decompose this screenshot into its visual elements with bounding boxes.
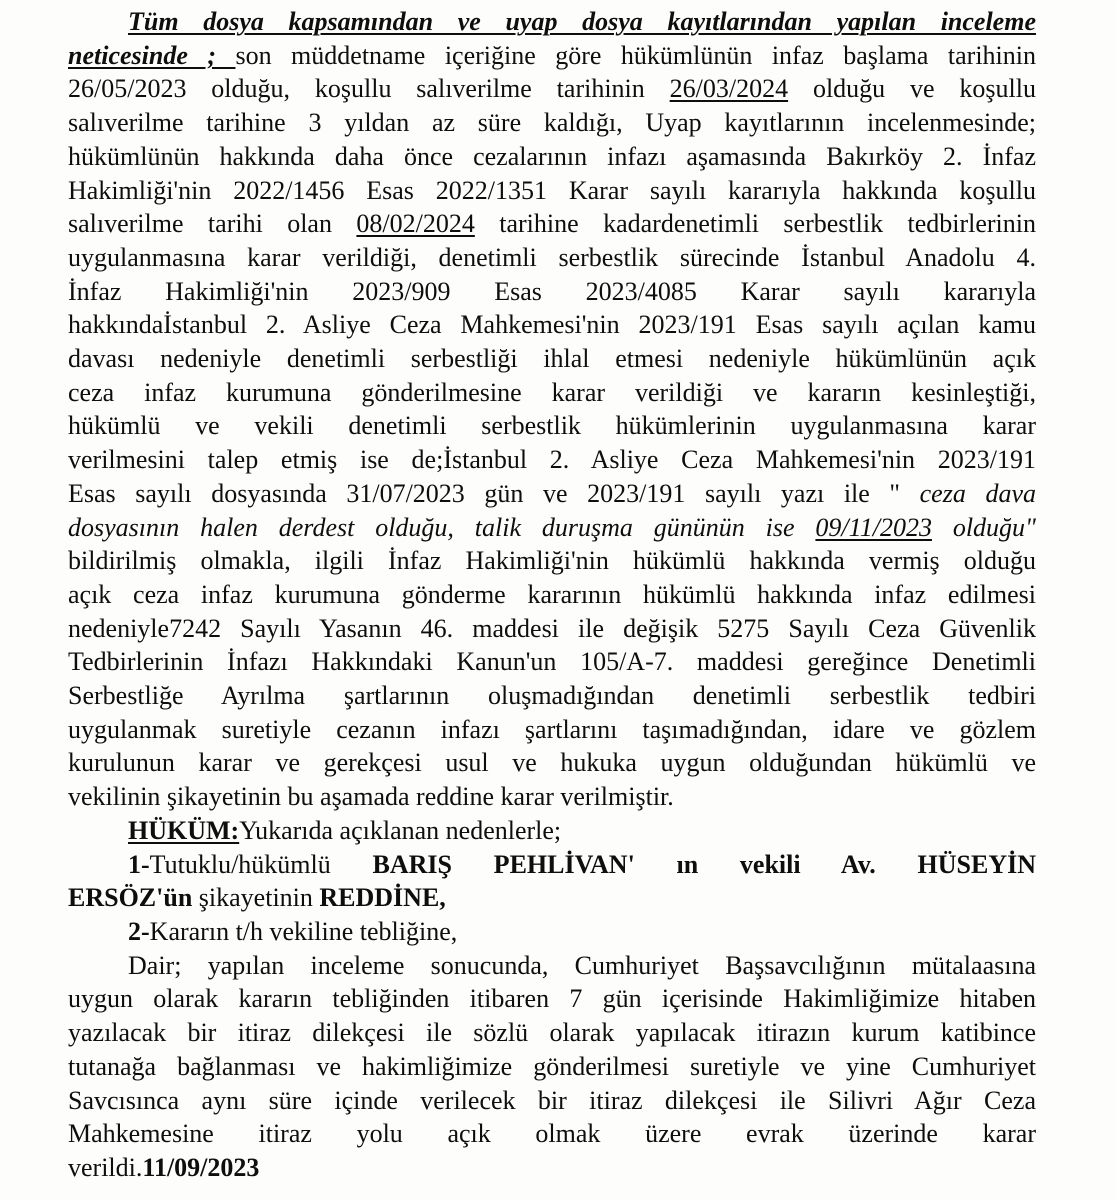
text-line: [68, 477, 1036, 511]
decision-date: 11/09/2023: [142, 1152, 260, 1182]
text-line: [68, 915, 1036, 949]
paragraph: [68, 848, 1036, 915]
paragraph: [68, 915, 1036, 949]
text-segment: kurulunun karar ve gerekçesi usul ve hukuka uygun olduğundan hükümlü ve: [68, 748, 1036, 778]
text-line: [68, 713, 1036, 747]
text-segment: yazılacak bir itiraz dilekçesi ile sözlü olarak yapılacak itirazın kurum katibince: [68, 1018, 1036, 1048]
conditional-release-date: 26/03/2024: [669, 74, 789, 104]
quoted-text: dosyasının halen derdest olduğu, talik duruşma gününün ise: [68, 512, 816, 542]
text-segment: 26/05/2023 olduğu, koşullu salıverilme tarihinin: [68, 74, 670, 104]
text-segment: Savcısınca aynı süre içinde verilecek bir itiraz dilekçesi ile Silivri Ağır Ceza: [68, 1085, 1036, 1115]
text-line: [68, 106, 1036, 140]
rejection-term: REDDİNE,: [319, 883, 446, 913]
text-line: [68, 881, 1036, 915]
text-segment: Tedbirlerinin İnfazı Hakkındaki Kanun'un 105/A-7. maddesi gereğince Denetimli: [68, 647, 1036, 677]
text-line: [68, 39, 1036, 73]
item-number: 1-: [128, 849, 150, 879]
text-segment: salıverilme tarihine 3 yıldan az süre kaldığı, Uyap kayıtlarının incelenmesinde;: [68, 108, 1036, 138]
text-segment: hükümlü ve vekili denetimli serbestlik hükümlerinin uygulanmasına karar: [68, 411, 1036, 441]
convict-and-attorney-names: BARIŞ PEHLİVAN' ın vekili Av. HÜSEYİN: [372, 849, 1036, 879]
text-line: [68, 376, 1036, 410]
text-line: [68, 612, 1036, 646]
text-line: [68, 578, 1036, 612]
text-line: [68, 207, 1036, 241]
text-segment: hükümlünün hakkında daha önce cezalarının infazı aşamasında Bakırköy 2. İnfaz: [68, 141, 1036, 171]
text-line: [68, 443, 1036, 477]
text-segment: salıverilme tarihi olan: [68, 209, 357, 239]
text-segment: Esas sayılı dosyasında 31/07/2023 gün ve 2023/191 sayılı yazı ile ": [68, 478, 920, 508]
text-line: [68, 174, 1036, 208]
text-line: [68, 1151, 1036, 1185]
text-line: [68, 679, 1036, 713]
text-segment: Serbestliğe Ayrılma şartlarının oluşmadığından denetimli serbestlik tedbiri: [68, 681, 1036, 711]
text-segment: uygulanmak suretiyle cezanın infazı şartlarını taşımadığından, idare ve gözlem: [68, 714, 1036, 744]
text-segment: ceza infaz kurumuna gönderilmesine karar verildiği ve kararın kesinleştiği,: [68, 377, 1036, 407]
text-segment: Hakimliği'nin 2022/1456 Esas 2022/1351 Karar sayılı kararıyla hakkında koşullu: [68, 175, 1036, 205]
text-segment: verildi.: [68, 1152, 143, 1182]
text-line: [68, 308, 1036, 342]
text-line: [68, 746, 1036, 780]
text-line: [68, 814, 1036, 848]
text-segment: tarihine kadardenetimli serbestlik tedbirlerinin: [474, 209, 1036, 239]
text-line: [68, 780, 1036, 814]
text-segment: açık ceza infaz kurumuna gönderme kararının hükümlü hakkında infaz edilmesi: [68, 579, 1036, 609]
text-segment: şikayetinin: [192, 883, 320, 913]
text-line: [68, 982, 1036, 1016]
text-segment: uygun olarak kararın tebliğinden itibaren 7 gün içerisinde Hakimliğimize hitaben: [68, 984, 1036, 1014]
paragraph: [68, 814, 1036, 848]
text-line: [68, 645, 1036, 679]
item-number: 2-: [128, 916, 150, 946]
text-line: [68, 511, 1036, 545]
text-line: [68, 241, 1036, 275]
verdict-heading: HÜKÜM:: [128, 815, 240, 845]
text-line: [68, 1050, 1036, 1084]
prior-conditional-release-date: 08/02/2024: [356, 209, 475, 239]
text-line: [68, 1117, 1036, 1151]
text-segment: İnfaz Hakimliği'nin 2023/909 Esas 2023/4085 Karar sayılı kararıyla: [68, 276, 1036, 306]
text-line: [68, 5, 1036, 39]
text-segment: tutanağa bağlanması ve hakimliğimize gönderilmesi suretiyle ve yine Cumhuriyet: [68, 1051, 1036, 1081]
quoted-text: ceza dava: [919, 478, 1036, 508]
text-segment: son müddetname içeriğine göre hükümlünün infaz başlama tarihinin: [235, 40, 1036, 70]
quoted-text: olduğu": [931, 512, 1036, 542]
paragraph: [68, 949, 1036, 1185]
text-segment: vekilinin şikayetinin bu aşamada reddine karar verilmiştir.: [68, 782, 674, 812]
text-segment: bildirilmiş olmakla, ilgili İnfaz Hakimliği'nin hükümlü hakkında vermiş olduğu: [68, 546, 1036, 576]
text-segment: Kararın t/h vekiline tebliğine,: [149, 916, 458, 946]
text-segment: uygulanmasına karar verildiği, denetimli serbestlik sürecinde İstanbul Anadolu 4.: [68, 242, 1036, 272]
court-decision-text: [68, 5, 1036, 1185]
text-segment: Mahkemesine itiraz yolu açık olmak üzere evrak üzerinde karar: [68, 1119, 1036, 1149]
text-line: [68, 1016, 1036, 1050]
attorney-surname: ERSÖZ'ün: [68, 883, 193, 913]
text-line: [68, 949, 1036, 983]
text-segment: verilmesini talep etmiş ise de;İstanbul 2. Asliye Ceza Mahkemesi'nin 2023/191: [68, 445, 1036, 475]
text-line: [68, 140, 1036, 174]
text-segment: hakkındaİstanbul 2. Asliye Ceza Mahkemesi'nin 2023/191 Esas sayılı açılan kamu: [68, 310, 1036, 340]
text-line: [68, 409, 1036, 443]
section-heading-continued: neticesinde ;: [68, 40, 236, 70]
text-segment: olduğu ve koşullu: [788, 74, 1036, 104]
text-segment: davası nedeniyle denetimli serbestliği ihlal etmesi nedeniyle hükümlünün açık: [68, 344, 1036, 374]
text-line: [68, 544, 1036, 578]
text-line: [68, 342, 1036, 376]
text-line: [68, 1084, 1036, 1118]
paragraph: [68, 5, 1036, 814]
hearing-date: 09/11/2023: [815, 512, 932, 542]
text-line: [68, 72, 1036, 106]
text-line: [68, 275, 1036, 309]
text-segment: Tutuklu/hükümlü: [149, 849, 373, 879]
text-line: [68, 848, 1036, 882]
text-segment: nedeniyle7242 Sayılı Yasanın 46. maddesi ile değişik 5275 Sayılı Ceza Güvenlik: [68, 613, 1036, 643]
section-heading: Tüm dosya kapsamından ve uyap dosya kayıtlarından yapılan inceleme: [128, 7, 1036, 36]
text-segment: Dair; yapılan inceleme sonucunda, Cumhuriyet Başsavcılığının mütalaasına: [128, 950, 1036, 980]
text-segment: Yukarıda açıklanan nedenlerle;: [239, 815, 562, 845]
